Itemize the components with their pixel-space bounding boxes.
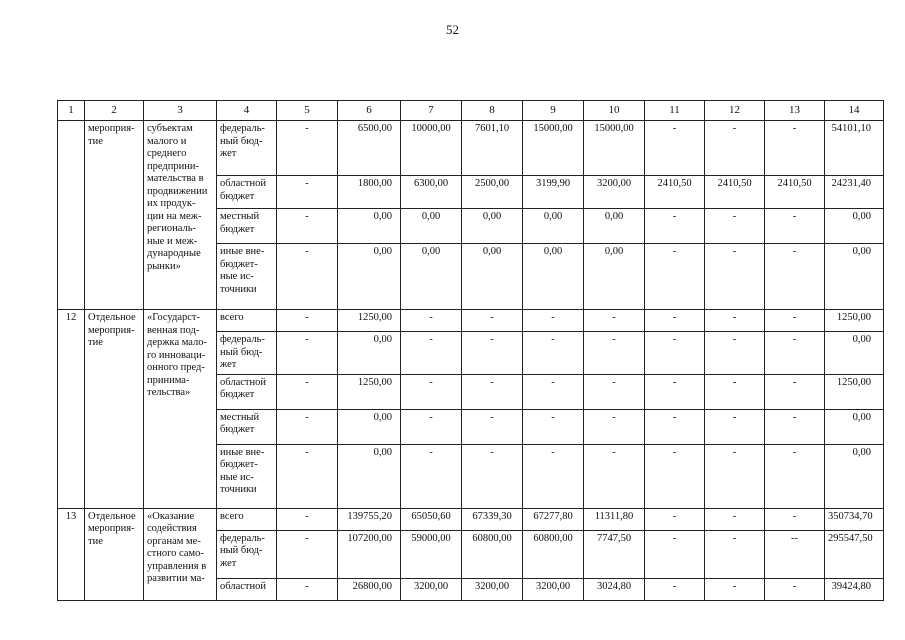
table-row <box>58 508 884 530</box>
value-cell-col6: 0,00 <box>338 409 401 444</box>
value-cell-col7: - <box>401 409 462 444</box>
value-cell-col6: 0,00 <box>338 332 401 375</box>
value-cell-col12: 2410,50 <box>705 176 765 209</box>
value-cell-col12: - <box>705 332 765 375</box>
value-cell-col8: 3200,00 <box>462 578 523 600</box>
value-cell-col13: - <box>765 121 825 176</box>
value-cell-col7: 10000,00 <box>401 121 462 176</box>
header-row <box>58 101 884 121</box>
value-cell-col13: 2410,50 <box>765 176 825 209</box>
row-number-cell: 13 <box>58 508 85 600</box>
value-cell-col14: 350734,70 <box>825 508 884 530</box>
value-cell-col6: 0,00 <box>338 444 401 508</box>
value-cell-col5: - <box>277 244 338 310</box>
event-type-cell: Отдельное мероприя- тие <box>85 310 144 509</box>
value-cell-col11: - <box>645 310 705 332</box>
value-cell-col5: - <box>277 530 338 578</box>
value-cell-col14: 0,00 <box>825 244 884 310</box>
funding-source-cell: местный бюджет <box>217 209 277 244</box>
value-cell-col5: - <box>277 209 338 244</box>
value-cell-col12: - <box>705 374 765 409</box>
value-cell-col12: - <box>705 530 765 578</box>
value-cell-col10: 7747,50 <box>584 530 645 578</box>
value-cell-col14: 39424,80 <box>825 578 884 600</box>
value-cell-col13: - <box>765 444 825 508</box>
value-cell-col9: - <box>523 310 584 332</box>
value-cell-col13: - <box>765 409 825 444</box>
value-cell-col9: 3200,00 <box>523 578 584 600</box>
funding-source-cell: областной бюджет <box>217 176 277 209</box>
value-cell-col11: 2410,50 <box>645 176 705 209</box>
funding-source-cell: всего <box>217 508 277 530</box>
funding-source-cell: местный бюджет <box>217 409 277 444</box>
value-cell-col13: - <box>765 244 825 310</box>
column-header: 11 <box>645 101 705 121</box>
funding-source-cell: иные вне- бюджет- ные ис- точники <box>217 444 277 508</box>
value-cell-col9: - <box>523 374 584 409</box>
value-cell-col8: 0,00 <box>462 244 523 310</box>
funding-source-cell: областной <box>217 578 277 600</box>
value-cell-col12: - <box>705 121 765 176</box>
column-header: 6 <box>338 101 401 121</box>
value-cell-col9: 15000,00 <box>523 121 584 176</box>
funding-source-cell: федераль- ный бюд- жет <box>217 332 277 375</box>
value-cell-col5: - <box>277 374 338 409</box>
funding-source-cell: федераль- ный бюд- жет <box>217 530 277 578</box>
value-cell-col11: - <box>645 444 705 508</box>
value-cell-col13: - <box>765 374 825 409</box>
table-row <box>58 121 884 176</box>
value-cell-col8: 7601,10 <box>462 121 523 176</box>
value-cell-col13: - <box>765 209 825 244</box>
value-cell-col6: 1250,00 <box>338 310 401 332</box>
event-type-cell: мероприя- тие <box>85 121 144 310</box>
value-cell-col10: - <box>584 409 645 444</box>
value-cell-col13: - <box>765 578 825 600</box>
value-cell-col13: - <box>765 332 825 375</box>
value-cell-col6: 107200,00 <box>338 530 401 578</box>
value-cell-col8: 60800,00 <box>462 530 523 578</box>
value-cell-col7: 6300,00 <box>401 176 462 209</box>
value-cell-col9: - <box>523 444 584 508</box>
value-cell-col8: - <box>462 444 523 508</box>
value-cell-col7: - <box>401 332 462 375</box>
value-cell-col10: 15000,00 <box>584 121 645 176</box>
value-cell-col6: 139755,20 <box>338 508 401 530</box>
value-cell-col14: 295547,50 <box>825 530 884 578</box>
value-cell-col8: - <box>462 409 523 444</box>
value-cell-col5: - <box>277 310 338 332</box>
event-type-cell: Отдельное мероприя- тие <box>85 508 144 600</box>
event-name-cell: «Оказание содействия органам ме- стного само- управления в развитии ма- <box>144 508 217 600</box>
funding-source-cell: всего <box>217 310 277 332</box>
value-cell-col5: - <box>277 176 338 209</box>
value-cell-col14: 0,00 <box>825 444 884 508</box>
value-cell-col8: 67339,30 <box>462 508 523 530</box>
value-cell-col8: 0,00 <box>462 209 523 244</box>
value-cell-col5: - <box>277 332 338 375</box>
value-cell-col8: 2500,00 <box>462 176 523 209</box>
value-cell-col14: 0,00 <box>825 409 884 444</box>
column-header: 10 <box>584 101 645 121</box>
value-cell-col6: 1800,00 <box>338 176 401 209</box>
value-cell-col12: - <box>705 209 765 244</box>
value-cell-col6: 6500,00 <box>338 121 401 176</box>
value-cell-col9: - <box>523 332 584 375</box>
value-cell-col8: - <box>462 332 523 375</box>
value-cell-col7: 65050,60 <box>401 508 462 530</box>
value-cell-col13: - <box>765 310 825 332</box>
value-cell-col12: - <box>705 244 765 310</box>
column-header: 2 <box>85 101 144 121</box>
column-header: 14 <box>825 101 884 121</box>
funding-source-cell: федераль- ный бюд- жет <box>217 121 277 176</box>
value-cell-col13: -- <box>765 530 825 578</box>
value-cell-col10: - <box>584 310 645 332</box>
value-cell-col12: - <box>705 310 765 332</box>
value-cell-col11: - <box>645 121 705 176</box>
value-cell-col10: 0,00 <box>584 209 645 244</box>
value-cell-col12: - <box>705 444 765 508</box>
table-row <box>58 310 884 332</box>
value-cell-col8: - <box>462 310 523 332</box>
page-number: 52 <box>446 22 459 37</box>
value-cell-col7: 0,00 <box>401 209 462 244</box>
value-cell-col14: 54101,10 <box>825 121 884 176</box>
value-cell-col14: 1250,00 <box>825 374 884 409</box>
column-header: 7 <box>401 101 462 121</box>
event-name-cell: «Государст- венная под- держка мало- го инноваци- онного пред- принима- тельства» <box>144 310 217 509</box>
value-cell-col12: - <box>705 578 765 600</box>
value-cell-col7: - <box>401 310 462 332</box>
value-cell-col5: - <box>277 409 338 444</box>
column-header: 12 <box>705 101 765 121</box>
value-cell-col6: 0,00 <box>338 244 401 310</box>
value-cell-col9: 3199,90 <box>523 176 584 209</box>
value-cell-col11: - <box>645 409 705 444</box>
column-header: 3 <box>144 101 217 121</box>
value-cell-col14: 24231,40 <box>825 176 884 209</box>
value-cell-col13: - <box>765 508 825 530</box>
value-cell-col10: 3200,00 <box>584 176 645 209</box>
value-cell-col9: - <box>523 409 584 444</box>
value-cell-col10: 11311,80 <box>584 508 645 530</box>
value-cell-col11: - <box>645 244 705 310</box>
value-cell-col9: 67277,80 <box>523 508 584 530</box>
value-cell-col11: - <box>645 578 705 600</box>
value-cell-col7: 0,00 <box>401 244 462 310</box>
value-cell-col6: 1250,00 <box>338 374 401 409</box>
value-cell-col9: 0,00 <box>523 244 584 310</box>
row-number-cell <box>58 121 85 310</box>
value-cell-col11: - <box>645 332 705 375</box>
value-cell-col14: 0,00 <box>825 332 884 375</box>
value-cell-col6: 26800,00 <box>338 578 401 600</box>
value-cell-col7: 3200,00 <box>401 578 462 600</box>
row-number-cell: 12 <box>58 310 85 509</box>
value-cell-col5: - <box>277 508 338 530</box>
event-name-cell: субъектам малого и среднего предприни- мательства в продвижении их продук- ции на меж- региональ- ные и меж- дународные рынки» <box>144 121 217 310</box>
value-cell-col12: - <box>705 508 765 530</box>
value-cell-col6: 0,00 <box>338 209 401 244</box>
value-cell-col12: - <box>705 409 765 444</box>
value-cell-col11: - <box>645 508 705 530</box>
value-cell-col7: - <box>401 444 462 508</box>
value-cell-col10: 0,00 <box>584 244 645 310</box>
budget-table <box>57 100 884 601</box>
column-header: 5 <box>277 101 338 121</box>
value-cell-col5: - <box>277 444 338 508</box>
value-cell-col11: - <box>645 374 705 409</box>
value-cell-col14: 0,00 <box>825 209 884 244</box>
value-cell-col5: - <box>277 578 338 600</box>
funding-source-cell: областной бюджет <box>217 374 277 409</box>
value-cell-col7: 59000,00 <box>401 530 462 578</box>
column-header: 8 <box>462 101 523 121</box>
value-cell-col5: - <box>277 121 338 176</box>
value-cell-col10: - <box>584 444 645 508</box>
value-cell-col10: - <box>584 374 645 409</box>
value-cell-col14: 1250,00 <box>825 310 884 332</box>
value-cell-col11: - <box>645 530 705 578</box>
value-cell-col10: - <box>584 332 645 375</box>
value-cell-col8: - <box>462 374 523 409</box>
column-header: 13 <box>765 101 825 121</box>
value-cell-col7: - <box>401 374 462 409</box>
value-cell-col9: 0,00 <box>523 209 584 244</box>
value-cell-col9: 60800,00 <box>523 530 584 578</box>
value-cell-col10: 3024,80 <box>584 578 645 600</box>
column-header: 4 <box>217 101 277 121</box>
value-cell-col11: - <box>645 209 705 244</box>
column-header: 1 <box>58 101 85 121</box>
funding-source-cell: иные вне- бюджет- ные ис- точники <box>217 244 277 310</box>
column-header: 9 <box>523 101 584 121</box>
